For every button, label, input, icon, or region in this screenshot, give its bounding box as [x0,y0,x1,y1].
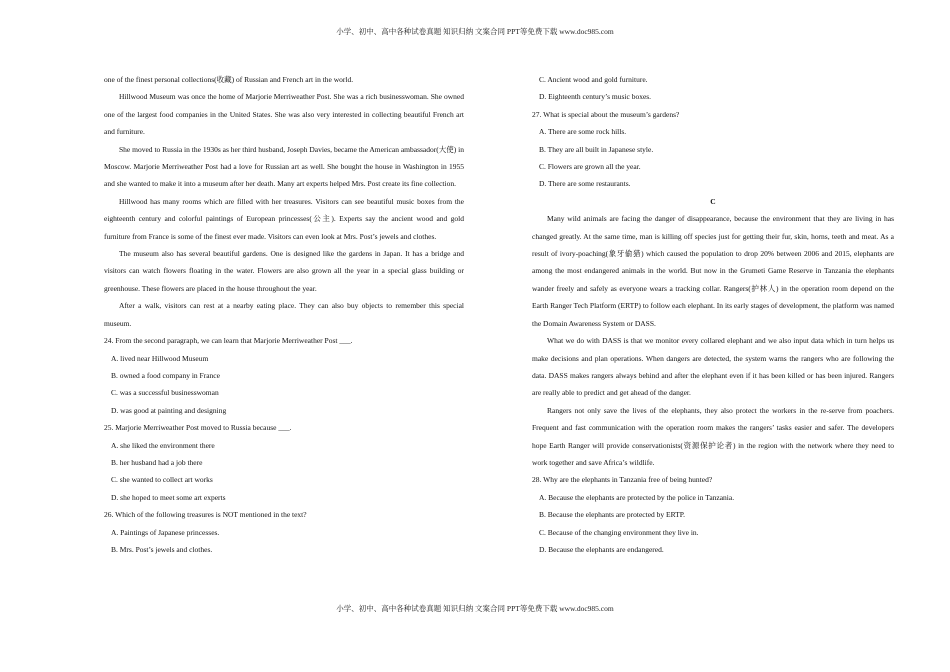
question-25-option-d: D. she hoped to meet some art experts [111,492,226,502]
passage-b-fragment: one of the finest personal collections(收藏) of Russian and French art in the world. [104,75,354,84]
passage-b-paragraph-4: The museum also has several beautiful gardens. One is designed like the gardens in Japan. It has a bridge and visitors can watch flowers floating in the water. Flowers are also grown all the year in a special glass building or greenhouse. These flowers are placed in the house throughout the year. [104,249,464,293]
question-26-option-a: A. Paintings of Japanese princesses. [111,527,220,537]
question-24-option-a: A. lived near Hillwood Museum [111,353,209,363]
page-header: 小学、初中、高中各种试卷真题 知识归纳 文案合同 PPT等免费下载 www.doc985.com [336,27,614,36]
question-25-option-b: B. her husband had a job there [111,457,203,467]
question-26: 26. Which of the following treasures is NOT mentioned in the text? [104,510,307,520]
passage-c-paragraph-2: What we do with DASS is that we monitor every collared elephant and we also input data which in turn helps us make decisions and plan operations. When dangers are detected, the system warns the rangers who are following the data. DASS makes rangers always behind and after the elephant even if it has been killed or has been injured. Rangers are really able to predict and get ahead of the danger. [532,336,894,398]
passage-b-paragraph-3: Hillwood has many rooms which are filled with her treasures. Visitors can see beautiful music boxes from the eighteenth century and colorful paintings of European princesses(公主). Experts say the ancient wood and gold furniture from France is some of the finest ever made. Visitors can even look at Mrs. Post’s jewels and clothes. [104,196,464,241]
question-26-option-d: D. Eighteenth century’s music boxes. [539,92,652,102]
question-27-option-d: D. There are some restaurants. [539,179,631,189]
passage-b-paragraph-1: Hillwood Museum was once the home of Marjorie Merriweather Post. She was a rich businesswoman. She owned one of the largest food companies in the United States. She was also very interested in collecting beautiful French art and furniture. [104,92,464,137]
question-25-option-a: A. she liked the environment there [111,440,215,450]
passage-b-paragraph-5: After a walk, visitors can rest at a nearby eating place. They can also buy objects to remember this special museum. [104,301,464,328]
left-column [104,71,464,558]
question-28-option-b: B. Because the elephants are protected by ERTP. [539,510,685,520]
question-25: 25. Marjorie Merriweather Post moved to Russia because ___. [104,423,292,433]
question-24: 24. From the second paragraph, we can learn that Marjorie Merriweather Post ___. [104,336,353,346]
question-28-option-c: C. Because of the changing environment they live in. [539,527,699,537]
passage-c-paragraph-3: Rangers not only save the lives of the elephants, they also protect the workers in the re-serve from poachers. Frequent and fast communication with the operation room makes the rangers’ tasks easier and safer. The developers hope Earth Ranger will provide conservationists(资源保护论者) in the region with the network where they need to work together and save Africa’s wildlife. [532,405,894,467]
question-24-option-d: D. was good at painting and designing [111,405,227,415]
section-c-heading: C [710,196,716,206]
question-28-option-a: A. Because the elephants are protected by the police in Tanzania. [539,492,735,502]
question-27-option-c: C. Flowers are grown all the year. [539,162,641,172]
question-28-option-d: D. Because the elephants are endangered. [539,544,664,554]
passage-c-paragraph-1: Many wild animals are facing the danger of disappearance, because the environment that they are living in has changed greatly. At the same time, man is killing off species just for getting their fur, skin, horns, teeth and meat. As a result of ivory-poaching(象牙偷猎) which caused the population to drop 20% between 2006 and 2015, elephants are among the most endangered animals in the world. But now in the Grumeti Game Reserve in Tanzania the elephants wander freely and safely as everyone wears a tracking collar. Rangers(护林人) in the operation room depend on the Earth Ranger Tech Platform (ERTP) to follow each elephant. In its early stages of development, the platform was named the Domain Awareness System or DASS. [532,214,894,328]
passage-b-paragraph-2: She moved to Russia in the 1930s as her third husband, Joseph Davies, became the American ambassador(大使) in Moscow. Marjorie Merriweather Post had a love for Russian art as well. She bought the house in Washington in 1955 and she wanted to make it into a museum after her death. Many art experts helped Mrs. Post create its fine collection. [104,144,464,189]
question-25-option-c: C. she wanted to collect art works [111,475,213,485]
question-27-option-a: A. There are some rock hills. [539,127,627,137]
question-27: 27. What is special about the museum’s gardens? [532,109,680,119]
question-26-option-b: B. Mrs. Post’s jewels and clothes. [111,544,213,554]
page-footer: 小学、初中、高中各种试卷真题 知识归纳 文案合同 PPT等免费下载 www.doc985.com [336,604,614,613]
question-24-option-c: C. was a successful businesswoman [111,388,219,398]
question-28: 28. Why are the elephants in Tanzania free of being hunted? [532,475,713,485]
question-26-option-c: C. Ancient wood and gold furniture. [539,75,648,84]
question-24-option-b: B. owned a food company in France [111,370,220,380]
question-27-option-b: B. They are all built in Japanese style. [539,144,654,154]
right-column [532,71,894,558]
